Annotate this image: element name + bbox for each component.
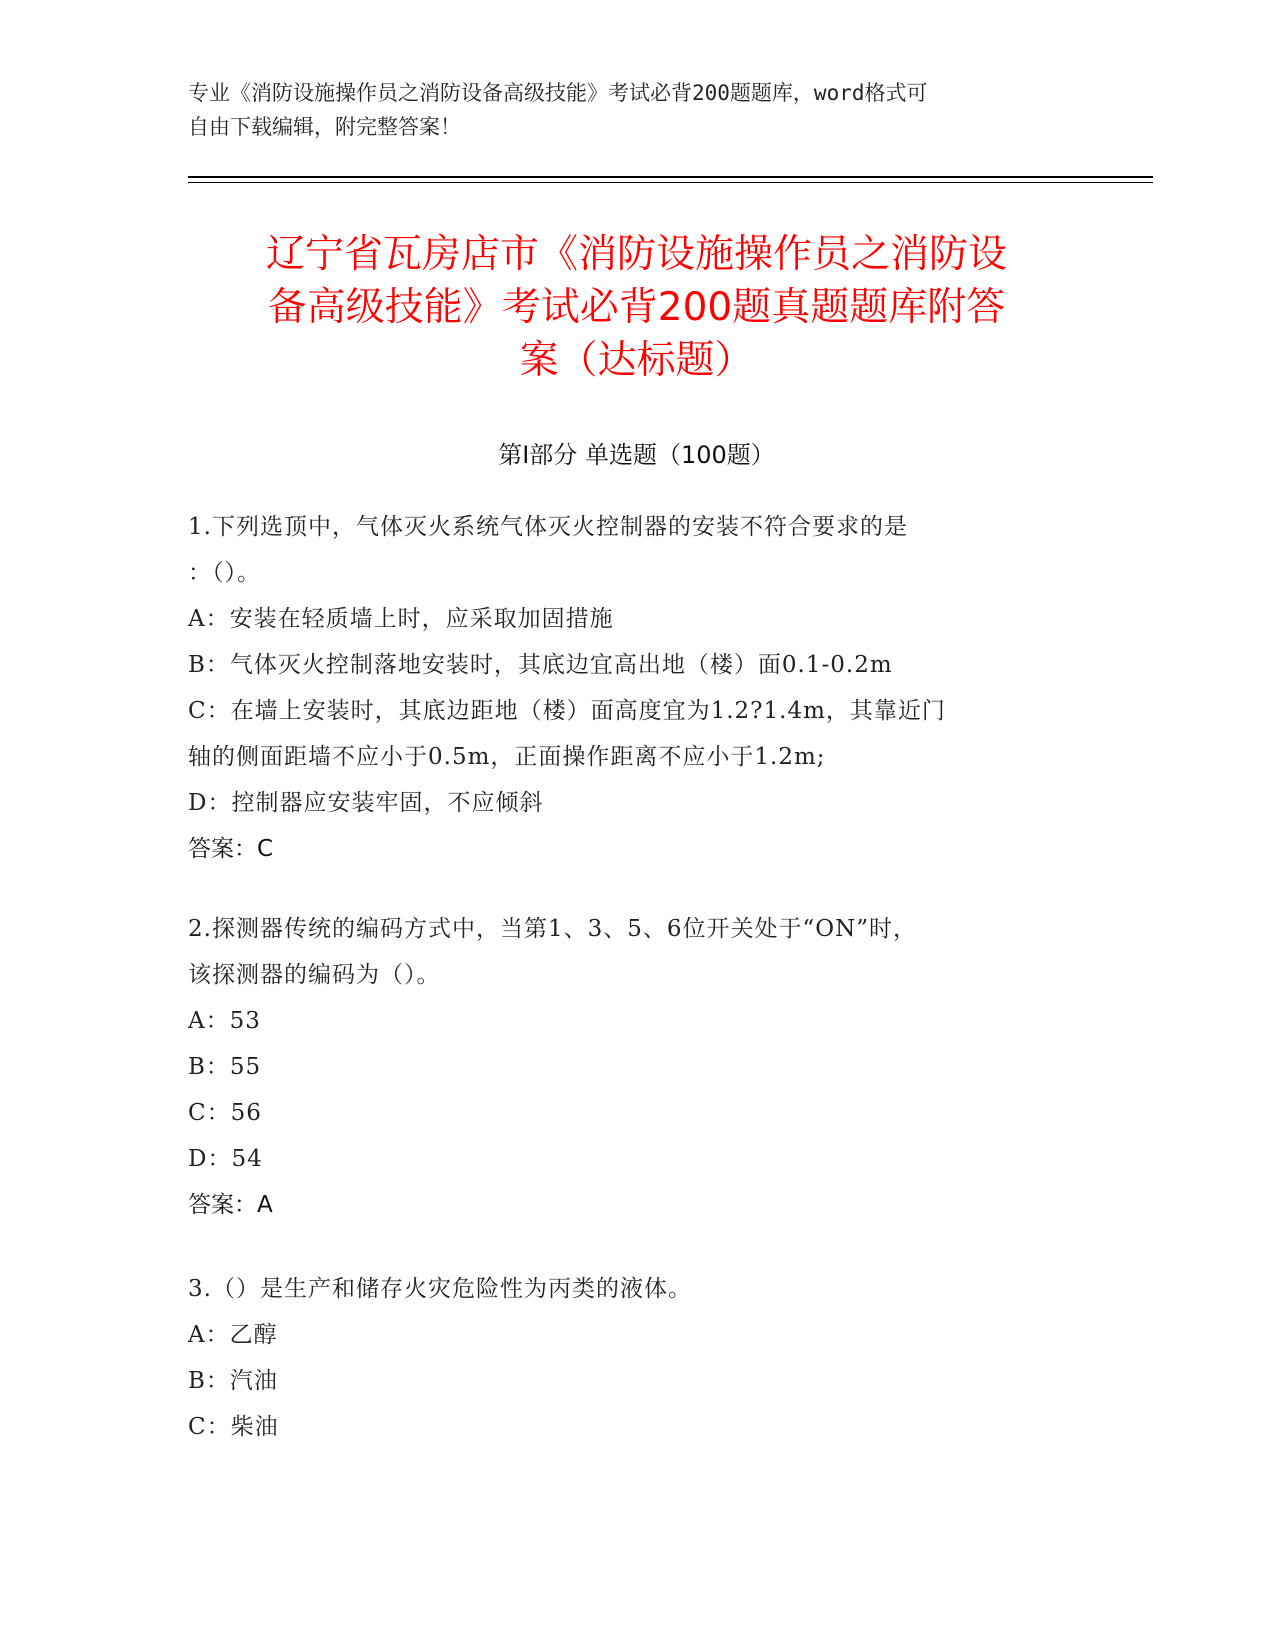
option-c-cont: 轴的侧面距墙不应小于0.5m，正面操作距离不应小于1.2m; [188, 744, 826, 770]
header-divider-thick [188, 176, 1153, 178]
option-b: B：气体灭火控制落地安装时，其底边宜高出地（楼）面0.1-0.2m [188, 652, 893, 678]
title-line-1: 辽宁省瓦房店市《消防设施操作员之消防设 [265, 232, 1007, 277]
question-stem-cont: ：（）。 [188, 560, 261, 586]
question-3 [188, 1266, 1108, 1450]
option-a: A：安装在轻质墙上时，应采取加固措施 [188, 606, 614, 632]
header-divider-thin [188, 182, 1153, 183]
option-b: B：55 [188, 1054, 262, 1080]
document-title [188, 228, 1085, 387]
option-c: C：柴油 [188, 1414, 279, 1440]
option-a: A：53 [188, 1008, 261, 1034]
option-d: D：54 [188, 1146, 263, 1172]
answer: 答案：A [188, 1192, 273, 1218]
intro-line-1: 专业《消防设施操作员之消防设备高级技能》考试必背200题题库，word格式可 [188, 81, 928, 105]
option-d: D：控制器应安装牢固，不应倾斜 [188, 790, 544, 816]
question-stem: 2.探测器传统的编码方式中，当第1、3、5、6位开关处于“ON”时， [188, 916, 917, 942]
title-line-3: 案（达标题） [519, 338, 754, 383]
option-b: B：汽油 [188, 1368, 278, 1394]
option-c: C：在墙上安装时，其底边距地（楼）面高度宜为1.2?1.4m，其靠近门 [188, 698, 946, 724]
title-line-2: 备高级技能》考试必背200题真题题库附答 [267, 285, 1006, 330]
document-intro [188, 76, 1068, 144]
question-2 [188, 906, 1108, 1228]
question-stem-cont: 该探测器的编码为（）。 [188, 962, 441, 988]
intro-line-2: 自由下载编辑，附完整答案！ [188, 115, 461, 139]
question-stem: 3.（）是生产和储存火灾危险性为丙类的液体。 [188, 1276, 692, 1302]
question-stem: 1.下列选顶中，气体灭火系统气体灭火控制器的安装不符合要求的是 [188, 514, 908, 540]
option-c: C：56 [188, 1100, 262, 1126]
option-a: A：乙醇 [188, 1322, 278, 1348]
section-heading: 第Ⅰ部分 单选题（100题） [498, 441, 775, 469]
question-1 [188, 504, 1108, 872]
answer: 答案：C [188, 836, 274, 862]
